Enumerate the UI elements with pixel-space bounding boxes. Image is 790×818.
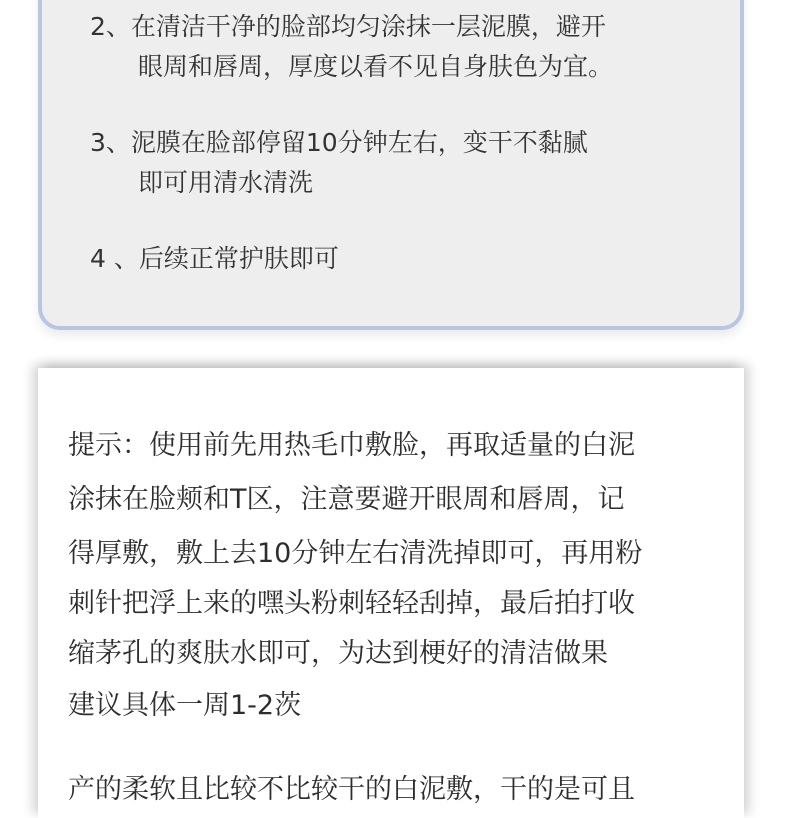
step-3-line-1: 3、泥膜在脸部停留10分钟左右，变干不黏腻 — [90, 128, 588, 157]
step-2-line-2: 眼周和唇周，厚度以看不见自身肤色为宜。 — [138, 52, 614, 81]
step-2-line-1: 2、在清洁干净的脸部均匀涂抹一层泥膜，避开 — [90, 12, 606, 41]
steps-card — [38, 0, 744, 330]
step-4-line-1: 4 、后续正常护肤即可 — [90, 244, 339, 273]
tip-card — [38, 368, 744, 818]
tip-line-6: 建议具体一周1-2茨 — [68, 690, 302, 721]
tip-line-4: 刺针把浮上来的嘿头粉刺轻轻刮掉，最后拍打收 — [68, 588, 635, 619]
tip-line-2: 涂抹在脸颊和T区，注意要避开眼周和唇周，记 — [68, 484, 625, 515]
step-3-line-2: 即可用清水清洗 — [138, 168, 314, 197]
tip-line-5: 缩茅孔的爽肤水即可，为达到梗好的清洁做果 — [68, 638, 608, 669]
tip-line-1: 提示：使用前先用热毛巾敷脸，再取适量的白泥 — [68, 430, 635, 461]
tip-line-3: 得厚敷，敷上去10分钟左右清洗掉即可，再用粉 — [68, 538, 643, 569]
tip-line-7: 产的柔软且比较不比较干的白泥敷，干的是可且 — [68, 774, 635, 805]
